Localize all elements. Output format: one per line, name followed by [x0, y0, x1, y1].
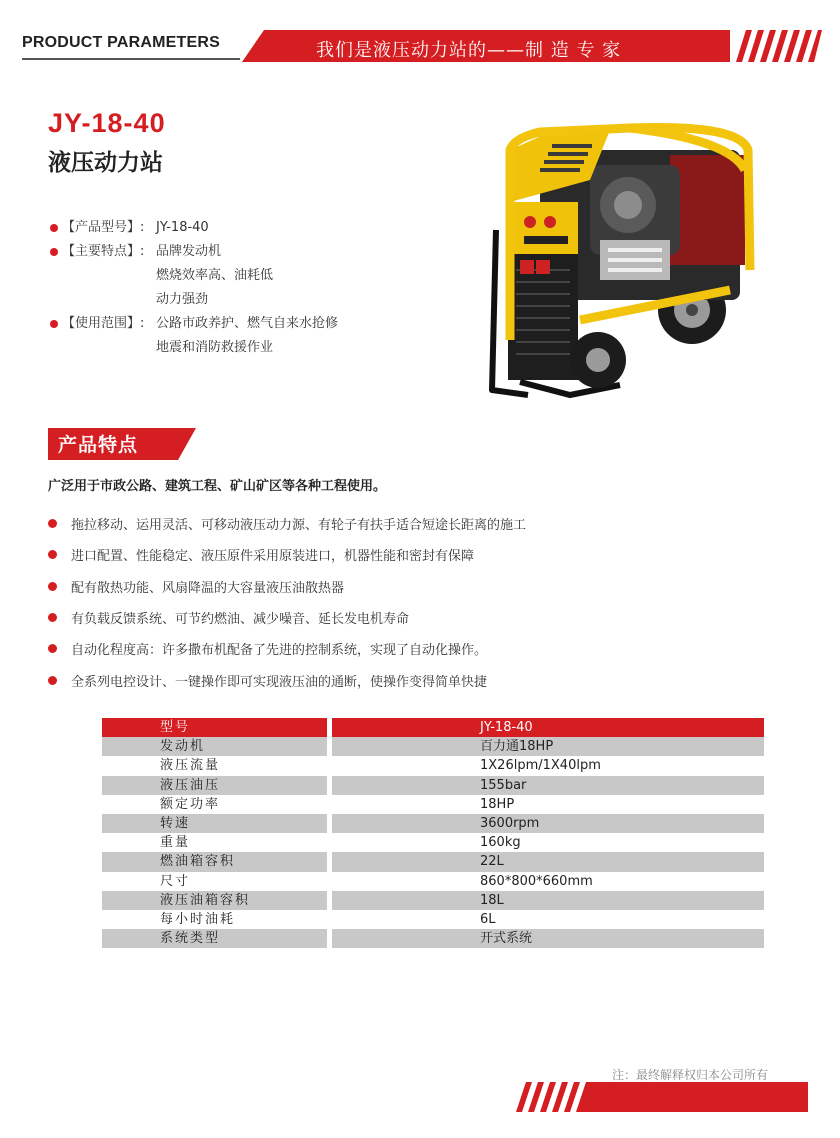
row-value: 155bar	[332, 776, 764, 795]
hydraulic-power-station-image	[480, 110, 770, 410]
bullet-icon	[48, 519, 57, 528]
feature-item	[48, 539, 526, 570]
bullet-icon	[50, 320, 58, 328]
feature-text: 拖拉移动、运用灵活、可移动液压动力源、有轮子有扶手适合短途长距离的施工	[71, 518, 527, 534]
row-label: 额定功率	[102, 795, 327, 814]
section-intro: 广泛用于市政公路、建筑工程、矿山矿区等各种工程使用。	[48, 479, 387, 494]
table-row	[102, 910, 764, 929]
row-value: 1X26lpm/1X40lpm	[332, 756, 764, 775]
info-value: 地震和消防救援作业	[156, 340, 274, 355]
table-row	[102, 891, 764, 910]
table-row	[102, 795, 764, 814]
table-row	[102, 872, 764, 891]
info-row-usage	[50, 312, 338, 360]
feature-item	[48, 508, 526, 539]
table-header-label: 型号	[102, 718, 327, 737]
bullet-icon	[48, 550, 57, 559]
feature-text: 进口配置、性能稳定、液压原件采用原装进口，机器性能和密封有保障	[71, 549, 475, 565]
info-value: 品牌发动机	[156, 244, 222, 259]
row-label: 每小时油耗	[102, 910, 327, 929]
bullet-icon	[48, 613, 57, 622]
row-label: 发动机	[102, 737, 327, 756]
row-value: 3600rpm	[332, 814, 764, 833]
bullet-icon	[48, 582, 57, 591]
row-value: 6L	[332, 910, 764, 929]
feature-item	[48, 571, 526, 602]
feature-item	[48, 602, 526, 633]
header-stripes-icon	[732, 30, 822, 62]
bullet-icon	[50, 224, 58, 232]
feature-list	[48, 508, 526, 696]
row-label: 燃油箱容积	[102, 852, 327, 871]
feature-item	[48, 633, 526, 664]
row-label: 转速	[102, 814, 327, 833]
footer-banner-stripes-icon	[516, 1082, 808, 1112]
feature-text: 自动化程度高：许多撒布机配备了先进的控制系统，实现了自动化操作。	[71, 643, 488, 659]
info-key: 【产品型号】:	[62, 220, 145, 235]
section-badge: 产品特点	[58, 434, 139, 456]
bullet-icon	[48, 676, 57, 685]
table-header-value: JY-18-40	[332, 718, 764, 737]
parameter-table	[102, 718, 764, 948]
header-title: PRODUCT PARAMETERS	[22, 34, 220, 51]
row-label: 液压油箱容积	[102, 891, 327, 910]
row-label: 系统类型	[102, 929, 327, 948]
info-row-features	[50, 240, 338, 312]
row-value: 160kg	[332, 833, 764, 852]
feature-text: 配有散热功能、风扇降温的大容量液压油散热器	[71, 580, 345, 596]
row-label: 液压油压	[102, 776, 327, 795]
row-value: 开式系统	[332, 929, 764, 948]
header-slogan: 我们是液压动力站的——制 造 专 家	[316, 40, 622, 61]
table-row	[102, 814, 764, 833]
table-row	[102, 756, 764, 775]
table-row	[102, 737, 764, 756]
info-key: 【主要特点】:	[62, 244, 145, 259]
model-title: JY-18-40	[48, 108, 166, 138]
table-row	[102, 776, 764, 795]
header-underline	[22, 58, 240, 60]
key-info	[50, 216, 338, 360]
info-value: JY-18-40	[156, 220, 209, 235]
row-label: 尺寸	[102, 872, 327, 891]
table-header-row	[102, 718, 764, 737]
table-row	[102, 852, 764, 871]
info-key: 【使用范围】:	[62, 316, 145, 331]
feature-text: 有负载反馈系统、可节约燃油、减少噪音、延长发电机寿命	[71, 612, 410, 628]
info-value: 燃烧效率高、油耗低	[156, 268, 274, 283]
row-value: 860*800*660mm	[332, 872, 764, 891]
row-label: 重量	[102, 833, 327, 852]
table-row	[102, 833, 764, 852]
product-name: 液压动力站	[48, 150, 163, 176]
row-value: 百力通18HP	[332, 737, 764, 756]
row-value: 18HP	[332, 795, 764, 814]
bullet-icon	[48, 644, 57, 653]
info-value: 动力强劲	[156, 292, 209, 307]
feature-text: 全系列电控设计、一键操作即可实现液压油的通断，使操作变得简单快捷	[71, 674, 488, 690]
row-value: 22L	[332, 852, 764, 871]
row-label: 液压流量	[102, 756, 327, 775]
feature-item	[48, 664, 526, 695]
footer-note: 注：最终解释权归本公司所有	[612, 1068, 769, 1082]
info-row-model	[50, 216, 338, 240]
row-value: 18L	[332, 891, 764, 910]
bullet-icon	[50, 248, 58, 256]
table-row	[102, 929, 764, 948]
info-value: 公路市政养护、燃气自来水抢修	[156, 316, 339, 331]
